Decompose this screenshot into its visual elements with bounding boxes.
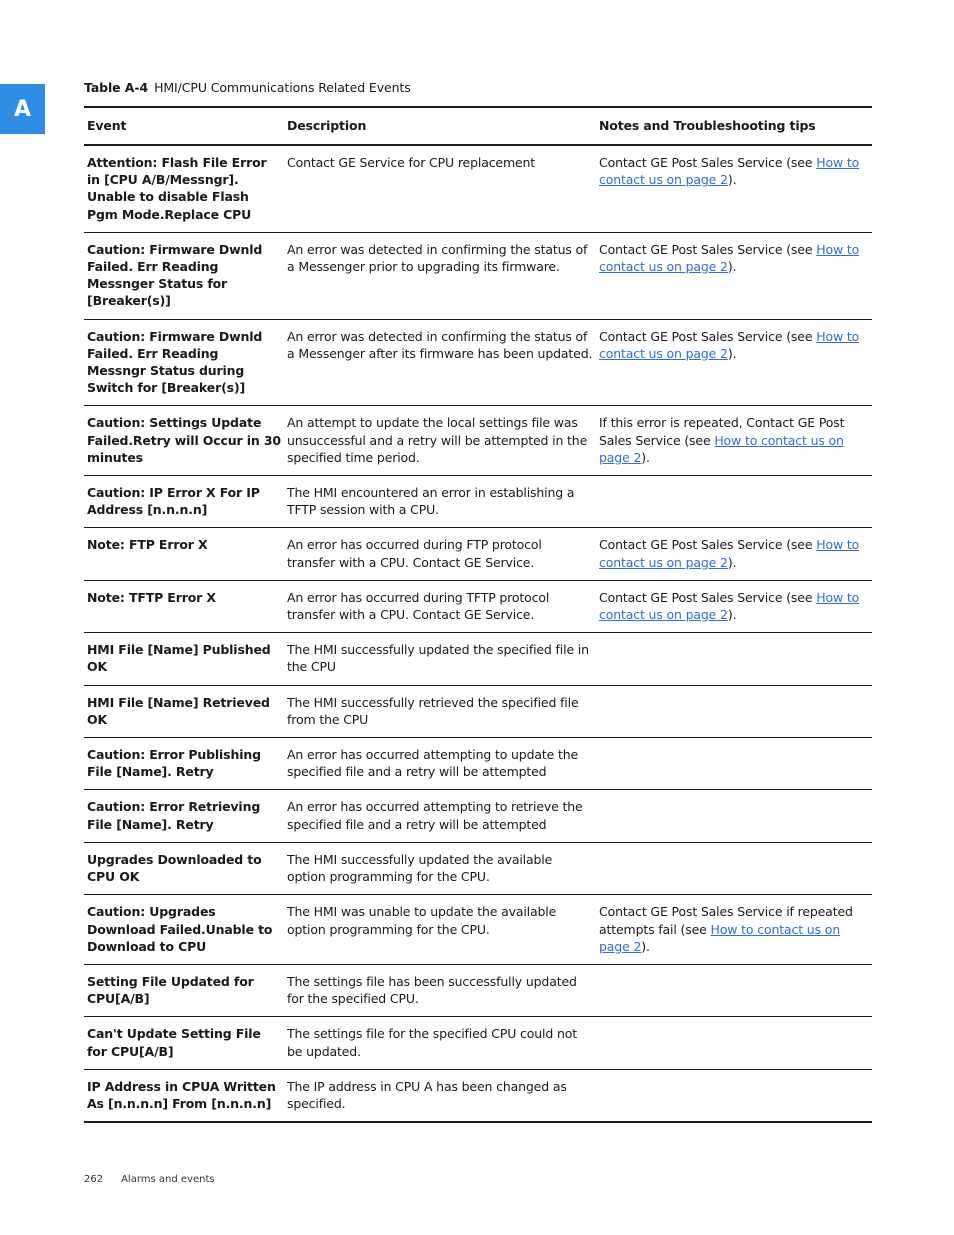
table-row (84, 1069, 872, 1122)
description-cell: Contact GE Service for CPU replacement (284, 145, 596, 232)
note-text-end: ). (641, 938, 650, 954)
event-cell: Setting File Updated for CPU[A/B] (84, 964, 284, 1016)
table-row (84, 790, 872, 842)
event-cell: Attention: Flash File Error in [CPU A/B/Messngr]. Unable to disable Flash Pgm Mode.Replace CPU (84, 145, 284, 232)
description-cell: The HMI successfully retrieved the specified file from the CPU (284, 685, 596, 737)
description-cell: The HMI was unable to update the available option programming for the CPU. (284, 895, 596, 965)
notes-cell (596, 476, 872, 528)
description-cell: An attempt to update the local settings file was unsuccessful and a retry will be attempted in the specified time period. (284, 406, 596, 476)
note-text-end: ). (727, 607, 737, 623)
note-text-end: ). (727, 259, 737, 275)
notes-cell (596, 232, 872, 319)
notes-cell (596, 406, 872, 476)
note-text-end: ). (641, 449, 650, 465)
notes-cell (596, 1069, 872, 1122)
contact-us-link[interactable]: How to contact us on page 2 (599, 432, 844, 465)
description-cell: The HMI encountered an error in establishing a TFTP session with a CPU. (284, 476, 596, 528)
notes-cell (596, 842, 872, 894)
description-cell: The HMI successfully updated the available option programming for the CPU. (284, 842, 596, 894)
note-text: Contact GE Post Sales Service (see (599, 155, 817, 170)
table-row (84, 319, 872, 406)
note-text: Contact GE Post Sales Service (see (599, 589, 817, 605)
contact-us-link[interactable]: How to contact us on page 2 (599, 155, 860, 188)
notes-cell (596, 319, 872, 406)
footer-section: Alarms and events (121, 1174, 215, 1185)
event-cell: Caution: Firmware Dwnld Failed. Err Reading Messnger Status for [Breaker(s)] (84, 232, 284, 319)
notes-cell (596, 790, 872, 842)
notes-cell (596, 738, 872, 790)
event-cell: Note: FTP Error X (84, 528, 284, 580)
events-table (84, 106, 872, 1123)
event-cell: IP Address in CPUA Written As [n.n.n.n] From [n.n.n.n] (84, 1069, 284, 1122)
contact-us-link[interactable]: How to contact us on page 2 (599, 328, 860, 361)
event-cell: Upgrades Downloaded to CPU OK (84, 842, 284, 894)
event-cell: HMI File [Name] Published OK (84, 633, 284, 685)
notes-cell (596, 528, 872, 580)
table-row (84, 738, 872, 790)
contact-us-link[interactable]: How to contact us on page 2 (599, 921, 841, 954)
note-text: If this error is repeated, Contact GE Post Sales Service (see (599, 415, 845, 448)
table-row (84, 476, 872, 528)
table-row (84, 633, 872, 685)
notes-cell (596, 685, 872, 737)
description-cell: The HMI successfully updated the specified file in the CPU (284, 633, 596, 685)
event-cell: Caution: Error Publishing File [Name]. Retry (84, 738, 284, 790)
description-cell: An error was detected in confirming the status of a Messenger after its firmware has been updated. (284, 319, 596, 406)
description-cell: The settings file for the specified CPU could not be updated. (284, 1017, 596, 1069)
contact-us-link[interactable]: How to contact us on page 2 (599, 537, 860, 570)
table-row (84, 580, 872, 632)
notes-cell (596, 633, 872, 685)
table-row (84, 842, 872, 894)
note-text: Contact GE Post Sales Service (see (599, 328, 817, 344)
table-row (84, 1017, 872, 1069)
notes-cell (596, 145, 872, 232)
table-row (84, 232, 872, 319)
contact-us-link[interactable]: How to contact us on page 2 (599, 241, 860, 275)
table-row (84, 145, 872, 232)
header-description: Description (284, 107, 596, 145)
table-row (84, 685, 872, 737)
event-cell: Caution: Settings Update Failed.Retry will Occur in 30 minutes (84, 406, 284, 476)
page-number: 262 (84, 1174, 104, 1185)
note-text: Contact GE Post Sales Service if repeated attempts fail (see (599, 904, 853, 937)
contact-us-link[interactable]: How to contact us on page 2 (599, 589, 860, 623)
header-notes: Notes and Troubleshooting tips (596, 107, 872, 145)
table-body (84, 145, 872, 1122)
event-cell: Caution: IP Error X For IP Address [n.n.n.n] (84, 476, 284, 528)
table-title: HMI/CPU Communications Related Events (154, 80, 411, 95)
notes-cell (596, 1017, 872, 1069)
note-text-end: ). (727, 345, 737, 361)
note-text-end: ). (727, 172, 737, 188)
table-row (84, 964, 872, 1016)
notes-cell (596, 895, 872, 965)
table-number: Table A-4 (84, 80, 149, 95)
description-cell: An error has occurred attempting to update the specified file and a retry will be attempted (284, 738, 596, 790)
description-cell: An error was detected in confirming the status of a Messenger prior to upgrading its firmware. (284, 232, 596, 319)
event-cell: Caution: Error Retrieving File [Name]. Retry (84, 790, 284, 842)
description-cell: The IP address in CPU A has been changed as specified. (284, 1069, 596, 1122)
table-caption (84, 80, 411, 95)
notes-cell (596, 964, 872, 1016)
event-cell: Caution: Firmware Dwnld Failed. Err Reading Messngr Status during Switch for [Breaker(s)] (84, 319, 284, 406)
event-cell: HMI File [Name] Retrieved OK (84, 685, 284, 737)
note-text-end: ). (727, 554, 737, 570)
header-event: Event (84, 107, 284, 145)
notes-cell (596, 580, 872, 632)
event-cell: Note: TFTP Error X (84, 580, 284, 632)
page-footer (84, 1174, 215, 1185)
description-cell: The settings file has been successfully updated for the specified CPU. (284, 964, 596, 1016)
note-text: Contact GE Post Sales Service (see (599, 537, 817, 553)
description-cell: An error has occurred during FTP protocol transfer with a CPU. Contact GE Service. (284, 528, 596, 580)
description-cell: An error has occurred attempting to retrieve the specified file and a retry will be attempted (284, 790, 596, 842)
note-text: Contact GE Post Sales Service (see (599, 241, 817, 257)
table-row (84, 895, 872, 965)
chapter-tab: A (0, 84, 45, 134)
table-header-row (84, 107, 872, 145)
table-row (84, 528, 872, 580)
description-cell: An error has occurred during TFTP protocol transfer with a CPU. Contact GE Service. (284, 580, 596, 632)
table-row (84, 406, 872, 476)
event-cell: Can't Update Setting File for CPU[A/B] (84, 1017, 284, 1069)
event-cell: Caution: Upgrades Download Failed.Unable to Download to CPU (84, 895, 284, 965)
